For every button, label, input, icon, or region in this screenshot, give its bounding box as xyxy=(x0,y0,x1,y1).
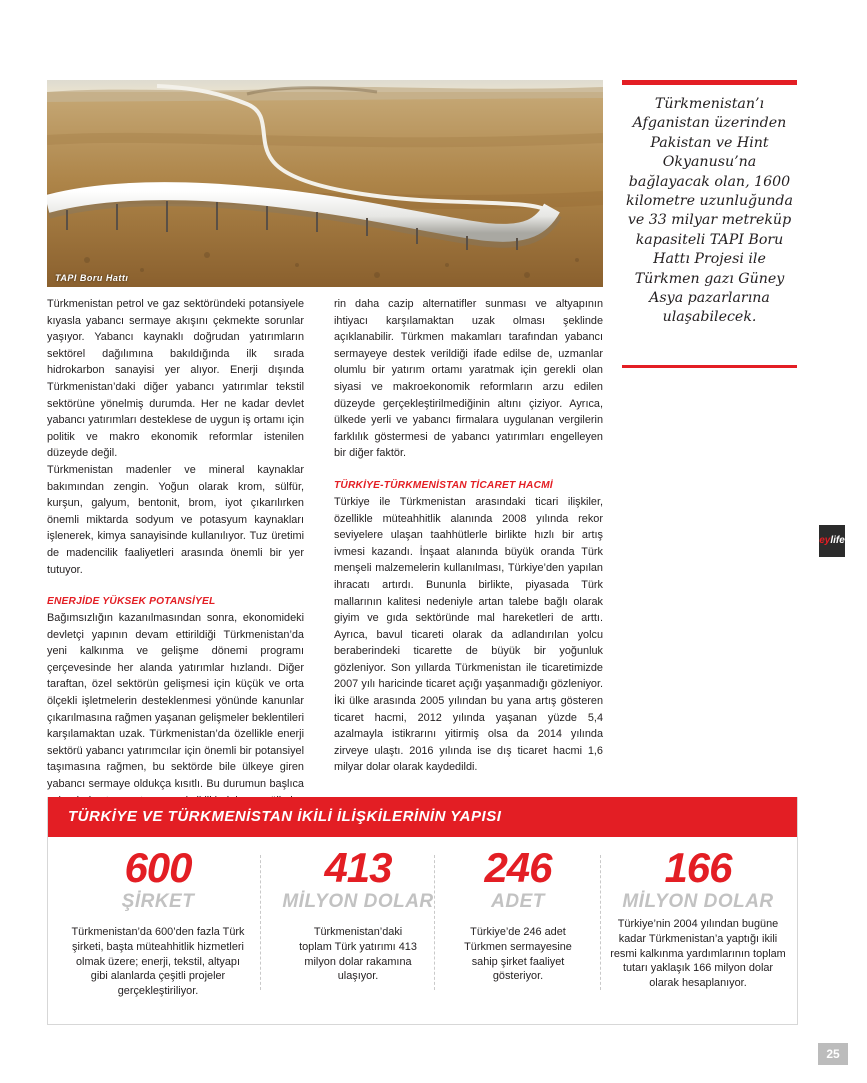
pull-quote xyxy=(622,80,797,368)
pull-quote-text: Türkmenistan’ı Afganistan üzerinden Pakistan ve Hint Okyanusu’na bağlayacak olan, 1600 kilometre uzunluğunda ve 33 milyar metreküp kapasiteli TAPI Boru Hattı Projesi ile Türkmen gazı Güney Asya pazarlarına ulaşabilecek. xyxy=(626,96,793,326)
stat-item xyxy=(270,845,446,984)
photo-caption: TAPI Boru Hattı xyxy=(55,273,129,283)
stat-description: Türkiye’de 246 adet Türkmen sermayesine sahip şirket faaliyet gösteriyor. xyxy=(464,926,572,983)
stat-value: 413 xyxy=(324,844,392,891)
paragraph: Türkmenistan madenler ve mineral kaynaklar bakımından zengin. Yoğun olarak krom, sülfür, kurşun, galyum, bentonit, brom, iyot çıkarılırken önemli miktarda sodyum ve potasyum kaynakları işlenerek, kimya sanayisinde kullanılıyor. Tuz üretimi de madencilik faaliyetleri arasında önemli bir yer tutuyor. xyxy=(47,463,304,576)
stat-unit: MİLYON DOLAR xyxy=(282,891,434,912)
paragraph: Türkiye ile Türkmenistan arasındaki ticari ilişkiler, özellikle müteahhitlik alanında 2008 yılında rekor seviyelere ulaşan taahhütlerle birlikte hızlı bir artış ivmesi kazandı. İnşaat alanında büyük oranda Türk menşeli malzemelerin kullanılması, Türkiye’den yapılan ihracatı artırdı. Bununla birlikte, piyasada Türk mallarının kalitesi nedeniyle artan talebe bağlı olarak giyim ve gıda sektöründe mal hareketleri de arttı. Ayrıca, bavul ticareti olarak da adlandırılan yolcu beraberindeki ticarette de büyük bir yoğunluk gözleniyor. Son yıllarda Türkmenistan ile ticaretimizde 2007 yılı haricinde ticaret açığı yaşanmadığı gözleniyor. İki ülke arasında 2005 yılından bu yana artış gösteren ticaret hacmi, 2012 yılında yaşanan yüzde 5,4 azalmayla istikrarını yitirmiş olsa da 2014 yılında zirveye ulaştı. 2016 yılında ise dış ticaret hacmi 1,6 milyar dolar olarak kaydedildi. xyxy=(334,495,603,774)
article-column-left xyxy=(47,296,304,809)
stat-unit: ADET xyxy=(491,891,545,912)
stat-item xyxy=(70,845,246,999)
paragraph: Türkmenistan petrol ve gaz sektöründeki potansiyele kıyasla yabancı sermaye akışını çekmekte sorunlar yaşıyor. Yabancı kaynaklı doğrudan yatırımların sektörel dağılımına bakıldığında ilk sırada hidrokarbon sanayisi yer alıyor. Enerji dışında Türkmenistan’daki diğer yabancı yatırımlar tekstil sektörüne yönelmiş durumda. Her ne kadar devlet yabancı yatırımları desteklese de uygun iş ortamı için politik ve makro ekonomik reformlar istenilen düzeyde değil. xyxy=(47,298,304,460)
pipeline-photo xyxy=(47,80,603,287)
stat-description: Türkiye’nin 2004 yılından bugüne kadar Türkmenistan’a yaptığı ikili resmi kalkınma yardımlarının toplam tutarı yaklaşık 166 milyon dolar olarak hesaplanıyor. xyxy=(610,918,786,990)
logo-text-b: life xyxy=(830,535,845,546)
page-number: 25 xyxy=(818,1043,848,1065)
stat-unit: MİLYON DOLAR xyxy=(622,891,774,912)
paragraph: rin daha cazip alternatifler sunması ve altyapının ihtiyacı karşılamaktan uzak olması şeklinde açıklanabilir. Türkmen makamları tarafından yabancı sermayeye destek verildiği ifade edilse de, uzmanlar olumlu bir yatırım ortamı yaratmak için gerekli olan siyasi ve makroekonomik reformların arzu edilen düzeyde gerçekleştirilmediğinin altını çiziyor. Ayrıca, ülkede yerli ve yabancı firmalara uygulanan vergilerin farklılık göstermesi de yabancı yatırımları engelleyen bir diğer faktör. xyxy=(334,298,603,460)
magazine-logo-mark xyxy=(819,525,845,557)
stats-panel xyxy=(47,797,798,1025)
stats-title: TÜRKİYE VE TÜRKMENİSTAN İKİLİ İLİŞKİLERİNİN YAPISI xyxy=(48,797,797,837)
stat-divider xyxy=(434,855,435,990)
pipeline-illustration xyxy=(47,80,603,287)
stat-item xyxy=(608,845,788,991)
stat-description: Türkmenistan’daki toplam Türk yatırımı 413 milyon dolar rakamına ulaşıyor. xyxy=(299,926,417,983)
stat-divider xyxy=(600,855,601,990)
logo-text-a: ey xyxy=(819,535,831,546)
stat-divider xyxy=(260,855,261,990)
paragraph: Bağımsızlığın kazanılmasından sonra, ekonomideki devletçi yapının devam ettirildiği Türkmenistan’da yeni kalkınma ve gelişme dönemi programı çerçevesinde her alanda yatırımlar hızlandı. Diğer taraftan, özel sektörün gelişmesi için küçük ve orta ölçekli işletmelerin desteklenmesi yönünde kanunlar çıkarılmasına rağmen yaşanan gelişmeler beklentileri karşılamaktan uzak. Türkmenistan’da özellikle enerji sektörü yabancı yatırımcılar için önemli bir potansiyel taşımasına rağmen, bu sektörde bile ülkeye giren yabancı sermaye oldukça kısıtlı. Bu durumun başlıca xyxy=(47,612,304,791)
section-heading: TÜRKİYE-TÜRKMENİSTAN TİCARET HACMİ xyxy=(334,479,553,491)
article-column-middle xyxy=(334,296,603,776)
stat-unit: ŞİRKET xyxy=(121,891,195,912)
section-heading: ENERJİDE YÜKSEK POTANSİYEL xyxy=(47,596,216,608)
stat-description: Türkmenistan’da 600’den fazla Türk şirketi, başta müteahhitlik hizmetleri olmak üzere; enerji, tekstil, altyapı gibi alanlarda çeşitli projeler gerçekleştiriliyor. xyxy=(71,926,245,998)
stat-value: 166 xyxy=(664,844,732,891)
stat-item xyxy=(444,845,592,984)
stat-value: 246 xyxy=(484,844,552,891)
stat-value: 600 xyxy=(124,844,192,891)
